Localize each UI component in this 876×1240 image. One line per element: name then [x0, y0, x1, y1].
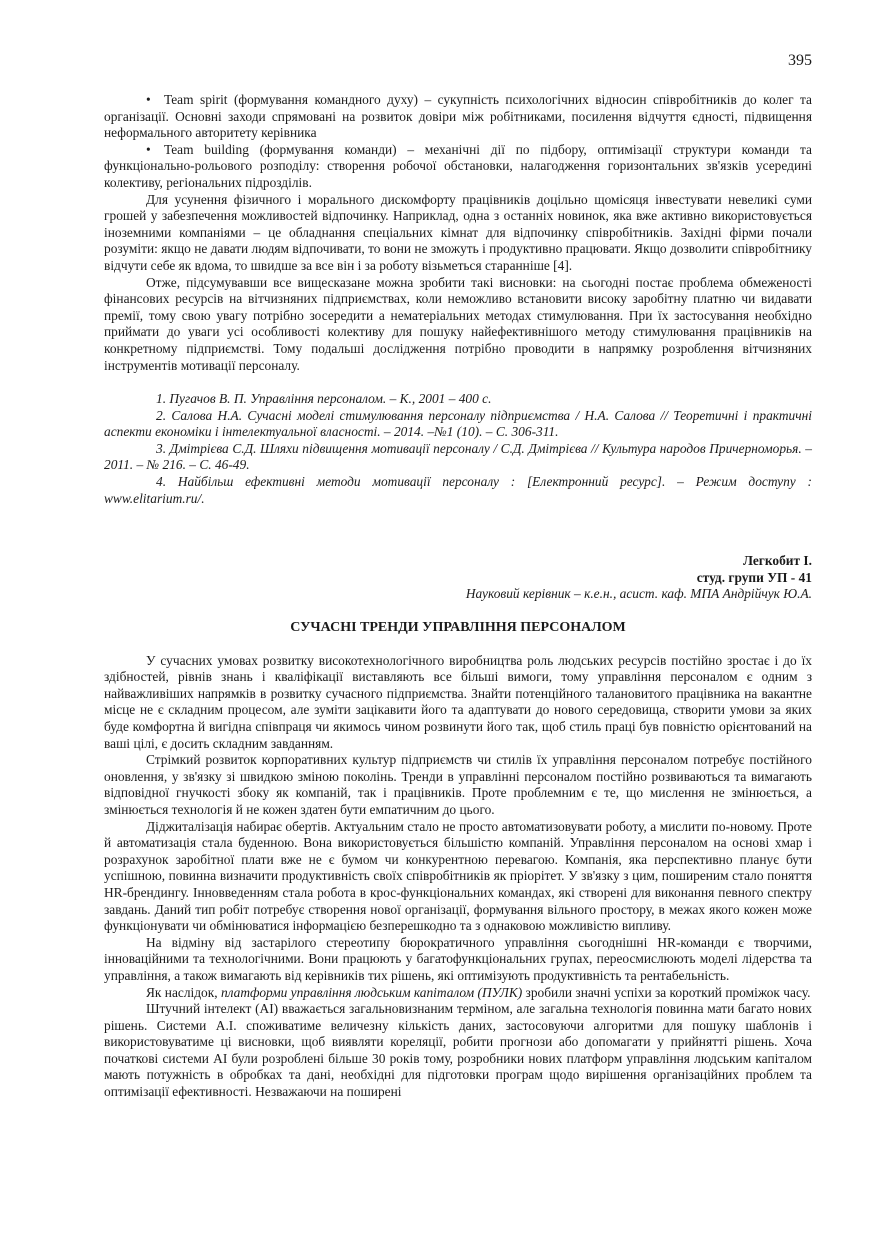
document-body	[104, 92, 812, 1101]
article-title: СУЧАСНІ ТРЕНДИ УПРАВЛІННЯ ПЕРСОНАЛОМ	[290, 620, 626, 636]
paragraph: Стрімкий розвиток корпоративних культур підприємств чи стилів їх управління персоналом потребує постійного оновлення, у зв'язку зі швидкою зміною поколінь. Тренди в управлінні персоналом постійно розвиваються та вимагають відповідної гнучкості збоку як компаній, так і працівників. Проте проблемним є те, що мислення не змінюється, а змінюється технологія й не кожен здатен бути емпатичним до цього.	[104, 752, 812, 817]
bullet-text: Team building (формування команди) – механічні дії по підбору, оптимізації структури команди та функціонально-рольового розподілу: створення робочої обстановки, налагодження горизонтальних зв'язків усередині колективу, регіональних підрозділів.	[104, 141, 812, 190]
reference-item: 1. Пугачов В. П. Управління персоналом. – К., 2001 – 400 с.	[156, 391, 492, 407]
author-group: студ. групи УП - 41	[696, 569, 812, 585]
bullet-team-spirit	[104, 92, 812, 142]
author-name: Легкобит І.	[742, 553, 812, 569]
reference-item: 4. Найбільш ефективні методи мотивації персоналу : [Електронний ресурс]. – Режим доступу : www.elitarium.ru/.	[104, 474, 812, 506]
paragraph-lead: Як наслідок,	[146, 984, 221, 1000]
bullet-icon: •	[146, 92, 151, 107]
emphasis-text: платформи управління людським капіталом (ПУЛК)	[220, 984, 523, 1000]
paragraph: Отже, підсумувавши все вищесказане можна зробити такі висновки: на сьогодні постає проблема обмеженості фінансових ресурсів на вітчизняних підприємствах, коли неможливо встановити високу заробітну платню чи видавати премії, тому свою увагу потрібно зосередити а нематеріальних методах стимулювання. При їх застосування необхідно приймати до уваги усі особливості колективу для пошуку найефективнішого методу стимулювання працівників на конкретному підприємстві. Тому подальші дослідження потрібно проводити в напрямку розроблення вітчизняних інструментів мотивації персоналу.	[104, 274, 812, 373]
author-block	[104, 553, 812, 603]
bullet-icon: •	[146, 141, 151, 157]
scientific-supervisor: Науковий керівник – к.е.н., асист. каф. МПА Андрійчук Ю.А.	[465, 586, 812, 602]
paragraph-platform	[104, 985, 812, 1002]
paragraph: Для усунення фізичного і морального дискомфорту працівників доцільно щомісяця інвестувати невеликі суми грошей у забезпечення можливостей відпочинку. Наприклад, одна з останніх новинок, яка вже активно використовується іноземними компаніями – це обладнання спеціальних кімнат для відпочинку співробітників. Західні фірми почали розуміти: якщо не давати людям відпочивати, то вони не зможуть і продуктивно працювати. Якщо дозволити співробітнику відчути себе як вдома, то швидше за все він і за роботу візьметься старанніше [4].	[104, 191, 812, 273]
reference-item: 2. Салова Н.А. Сучасні моделі стимулювання персоналу підприємства / Н.А. Салова // Теоретичні і практичні аспекти економіки і інтелектуальної власності. – 2014. –№1 (10). – С. 306-311.	[104, 407, 812, 440]
bullet-text: Team spirit (формування командного духу) – сукупність психологічних відносин співробітників до колег та організації. Основні заходи спрямовані на розвиток довіри між робітниками, посилення відчуття єдності, підвищення неформального авторитету керівника	[104, 92, 812, 141]
paragraph-ai: Штучний інтелект (AI) вважається загальновизнаним терміном, але загальна технологія повинна мати багато нових рішень. Системи A.I. споживатиме величезну кількість даних, застосовуючи алгоритми для пошуку шаблонів і використовуватиме ці висновки, щоб виявляти кореляції, робити прогнози або допомагати у прийнятті рішень. Хоча початкові системи AI були розроблені більше 30 років тому, розробники нових платформ управління людським капіталом мають потужність в обробках та дані, необхідні для підготовки програм щодо вирішення організаційних проблем та оптимізації ефективності. Незважаючи на поширені	[104, 1001, 812, 1100]
reference-list	[104, 391, 812, 507]
paragraph: У сучасних умовах розвитку високотехнологічного виробництва роль людських ресурсів постійно зростає і до їх здібностей, рівнів знань і кваліфікації виставляють все більші вимоги, тому управління персоналом є одним з найважливіших напрямків в розвитку сучасного підприємства. Знайти потенційного талановитого працівника на вакантне місце не є складним процесом, але зуміти зацікавити його та адаптувати до нового середовища, створити умови за яких буде комфортна й вигідна співпраця чи якимось чином розвинути його так, щоб стиль праці був повністю орієнтований на ваші цілі, є досить складним завданням.	[104, 652, 812, 751]
page-number: 395	[788, 52, 812, 69]
paragraph: На відміну від застарілого стереотипу бюрократичного управління сьогоднішні HR-команди є творчими, інноваційними та технологічними. Вони працюють у багатофункціональних групах, переосмислюють моделі лідерства та управління, а також вимагають від керівників тих рішень, які оптимізують продуктивність та рентабельність.	[104, 934, 812, 983]
paragraph: Діджиталізація набирає обертів. Актуальним стало не просто автоматизовувати роботу, а мислити по-новому. Проте й автоматизація стала буденною. Вона використовується більшістю компаній. Управління персоналом на основі хмар і розрахунок заробітної плати вже не є бумом чи конкурентною перевагою. Компанія, яка перспективно планує бути успішною, повинна визначити продуктивність своїх співробітників як пріорітет. У зв'язку з цим, поширеним стало поняття HR-брендингу. Інновведенням стала робота в крос-функціональних командах, які створені для виконання певного спектру завдань. Даний тип робіт потребує створення нової організації, формування вільного простору, в межах якого кожен може функціонувати чи обмінюватися інформацією безперешкодно та з однаковою можливістю випливу.	[104, 818, 812, 934]
bullet-team-building	[104, 142, 812, 192]
reference-item: 3. Дмітрієва С.Д. Шляхи підвищення мотивації персоналу / С.Д. Дмітрієва // Культура народов Причерноморья. – 2011. – № 216. – С. 46-49.	[104, 440, 812, 473]
paragraph-tail: зробили значні успіхи за короткий проміжок часу.	[522, 984, 811, 1000]
